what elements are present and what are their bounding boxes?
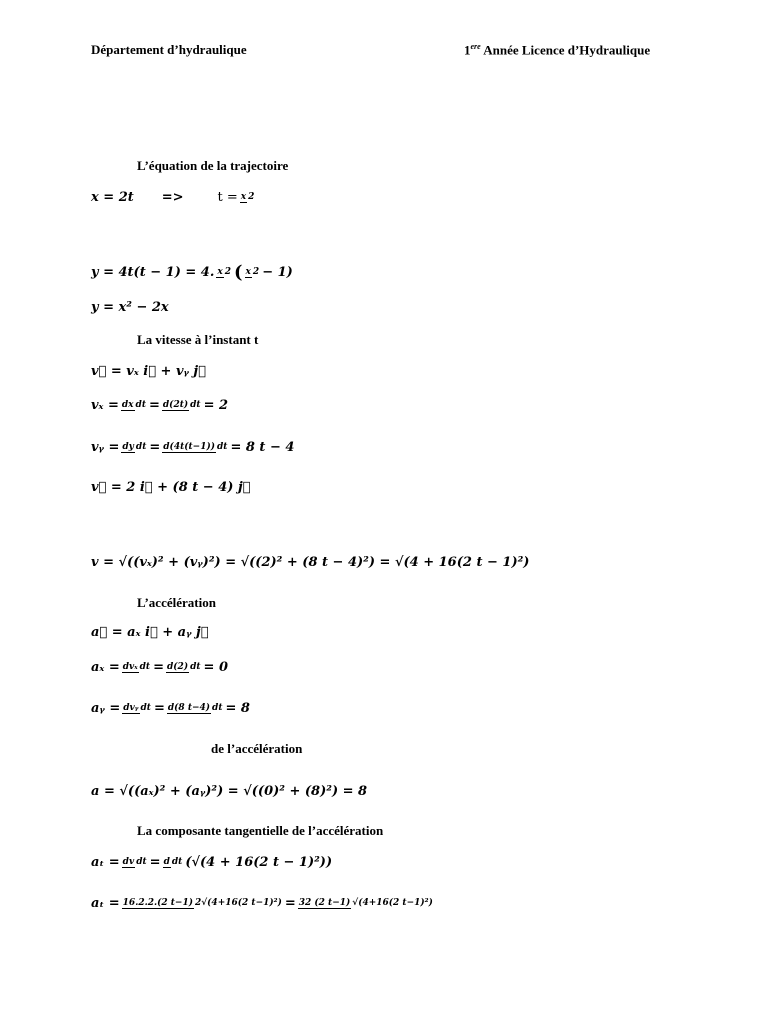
eq5-equals: = [148,398,160,413]
eq6-lhs: vᵧ = [91,440,120,455]
eq5-rhs: = 2 [203,398,229,413]
header-department: Département d’hydraulique [91,42,247,57]
eq10-rhs: = 0 [203,660,228,675]
eq1-implies: => [161,190,184,205]
eq11-rhs: = 8 [225,701,250,716]
eq13-fraction-2: d dt [163,857,183,867]
equation-at-derivative [91,855,332,870]
equation-acceleration-vector: a⃗ = aₓ i⃗ + aᵧ j⃗ [91,625,209,640]
eq14-lhs: aₜ = [91,896,120,911]
eq13-equals: = [149,855,161,870]
eq5-lhs: vₓ = [91,398,119,413]
eq10-fraction-1: dvₓ dt [122,662,151,672]
equation-velocity-vector: v⃗ = vₓ i⃗ + vᵧ j⃗ [91,364,206,379]
eq14-equals: = [284,896,296,911]
eq6-fraction-2: d(4t(t−1)) dt [163,442,228,452]
eq5-fraction-1: dx dt [121,400,146,410]
eq2-part-b: − 1) [262,265,293,280]
equation-acceleration-magnitude: a = √((aₓ)² + (aᵧ)²) = √((0)² + (8)²) = 8 [91,784,368,799]
eq11-fraction-1: dvᵧ dt [123,703,151,713]
header-course [464,42,650,58]
heading-module-acceleration: de l’accélération [211,741,303,756]
eq13-lhs: aₜ = [91,855,120,870]
eq14-fraction-2: 32 (2 t−1) √(4+16(2 t−1)²) [298,898,433,908]
eq11-lhs: aᵧ = [91,701,121,716]
eq14-fraction-1: 16.2.2.(2 t−1) 2√(4+16(2 t−1)²) [122,898,282,908]
equation-x [91,190,257,205]
eq10-lhs: aₓ = [91,660,120,675]
eq13-rhs: (√(4 + 16(2 t − 1)²)) [185,855,333,870]
header-course-number: 1 [464,42,471,58]
heading-tangentielle: La composante tangentielle de l’accélération [137,823,384,838]
eq13-fraction-1: dv dt [122,857,147,867]
equation-trajectory: y = x² − 2x [91,300,169,315]
heading-vitesse: La vitesse à l’instant t [137,332,259,347]
eq1-left: x = 2t [91,190,134,205]
eq2-fraction-1: x 2 [217,267,232,277]
heading-trajectoire: L’équation de la trajectoire [137,158,289,173]
equation-ax [91,660,228,675]
equation-vx [91,398,228,413]
eq11-fraction-2: d(8 t−4) dt [167,703,223,713]
eq6-equals: = [149,440,161,455]
eq2-fraction-2: x 2 [245,267,260,277]
eq1-right: t = [217,190,238,205]
eq2-part-a: y = 4t(t − 1) = 4. [91,265,215,280]
equation-velocity-result: v⃗ = 2 i⃗ + (8 t − 4) j⃗ [91,480,251,495]
equation-vy [91,440,294,455]
eq10-equals: = [153,660,164,675]
eq5-fraction-2: d(2t) dt [162,400,201,410]
eq11-equals: = [153,701,165,716]
equation-velocity-magnitude: v = √((vₓ)² + (vᵧ)²) = √((2)² + (8 t − 4)²) = √(4 + 16(2 t − 1)²) [91,555,530,570]
eq2-paren: ( [234,262,243,283]
equation-y-expanded [91,262,293,283]
eq1-fraction: x 2 [240,192,255,202]
header-course-superscript: ere [470,42,481,51]
equation-at-result [91,896,436,911]
eq10-fraction-2: d(2) dt [167,662,201,672]
header-course-text: Année Licence d’Hydraulique [480,42,651,58]
eq6-fraction-1: dy dt [122,442,147,452]
equation-ay [91,701,250,716]
eq6-rhs: = 8 t − 4 [230,440,295,455]
heading-acceleration: L’accélération [137,595,216,610]
